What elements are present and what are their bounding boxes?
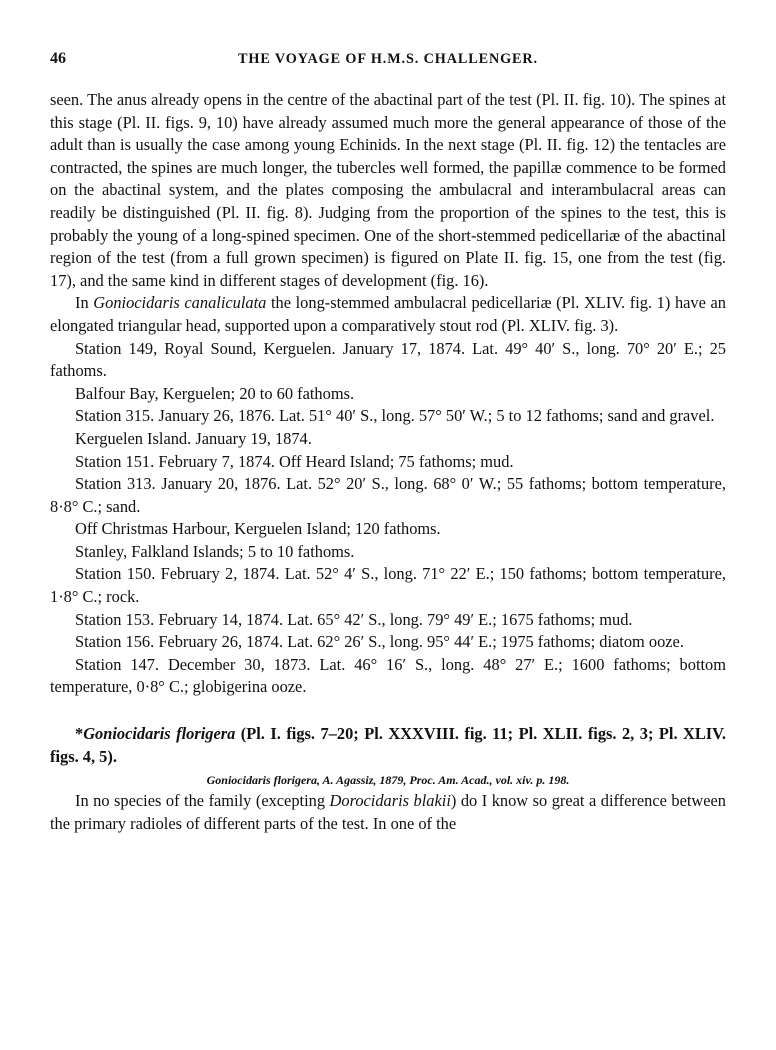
paragraph [50, 292, 726, 337]
station-record: Station 151. February 7, 1874. Off Heard Island; 75 fathoms; mud. [75, 451, 514, 471]
citation: Goniocidaris florigera, A. Agassiz, 1879, Proc. Am. Acad., vol. xiv. p. 198. [206, 773, 570, 788]
station-list [50, 338, 726, 700]
running-title: THE VOYAGE OF H.M.S. CHALLENGER. [238, 51, 538, 67]
station-record: Station 313. January 20, 1876. Lat. 52° 20′ S., long. 68° 0′ W.; 55 fathoms; bottom temperature, 8·8° C.; sand. [50, 474, 726, 516]
station-record: Station 315. January 26, 1876. Lat. 51° 40′ S., long. 57° 50′ W.; 5 to 12 fathoms; sand and gravel. [75, 406, 715, 426]
paragraph-text: In [75, 293, 94, 313]
station-record: Station 156. February 26, 1874. Lat. 62° 26′ S., long. 95° 44′ E.; 1975 fathoms; diatom ooze. [75, 632, 684, 652]
page-number: 46 [50, 50, 66, 67]
species-name: Dorocidaris blakii [329, 791, 451, 811]
species-heading [50, 723, 726, 768]
paragraph: seen. The anus already opens in the centre of the abactinal part of the test (Pl. II. fig. 10). The spines at this stage (Pl. II. figs. 9, 10) have already assumed much more the general appearance of those of the adult than is usually the case among young Echinids. In the next stage (Pl. II. fig. 12) the tentacles are contracted, the spines are much longer, the tubercles well formed, the papillæ commence to be formed on the abactinal system, and the plates composing the ambulacral and interambulacral areas can readily be distinguished (Pl. II. fig. 8). Judging from the proportion of the spines to the test, this is probably the young of a long-spined specimen. One of the short-stemmed pedicellariæ of the abactinal region of the test (from a full grown specimen) is figured on Plate II. fig. 15, one from the test (fig. 17), and the same kind in different stages of development (fig. 16). [50, 90, 726, 290]
station-record: Kerguelen Island. January 19, 1874. [75, 428, 312, 448]
species-heading-name: Goniocidaris florigera [83, 724, 236, 744]
page-body [50, 89, 726, 835]
station-record: Station 147. December 30, 1873. Lat. 46° 16′ S., long. 48° 27′ E.; 1600 fathoms; bottom temperature, 0·8° C.; globigerina ooze. [50, 654, 726, 697]
paragraph-text: ) do I know so great a difference between the primary radioles of different parts of the test. In one of the [50, 791, 726, 833]
station-record: Station 149, Royal Sound, Kerguelen. January 17, 1874. Lat. 49° 40′ S., long. 70° 20′ E.; 25 fathoms. [50, 338, 726, 381]
station-record: Stanley, Falkland Islands; 5 to 10 fathoms. [75, 541, 355, 561]
page-header [50, 48, 726, 70]
paragraph-text: In no species of the family (excepting [75, 791, 330, 811]
paragraph-text: the long-stemmed ambulacral pedicellariæ (Pl. XLIV. fig. 1) have an elongated triangular head, supported upon a comparatively stout rod (Pl. XLIV. fig. 3). [50, 293, 726, 335]
paragraph [50, 790, 726, 835]
station-record: Off Christmas Harbour, Kerguelen Island; 120 fathoms. [75, 519, 441, 539]
station-record: Station 150. February 2, 1874. Lat. 52° 4′ S., long. 71° 22′ E.; 150 fathoms; bottom temperature, 1·8° C.; rock. [50, 564, 726, 607]
station-record: Station 153. February 14, 1874. Lat. 65° 42′ S., long. 79° 49′ E.; 1675 fathoms; mud. [75, 609, 633, 629]
species-name: Goniocidaris canaliculata [93, 293, 267, 313]
station-record: Balfour Bay, Kerguelen; 20 to 60 fathoms. [75, 383, 355, 403]
species-heading-refs: (Pl. I. figs. 7–20; Pl. XXXVIII. fig. 11; Pl. XLII. figs. 2, 3; Pl. XLIV. figs. 4, 5). [50, 724, 726, 766]
species-asterisk: * [75, 724, 84, 744]
